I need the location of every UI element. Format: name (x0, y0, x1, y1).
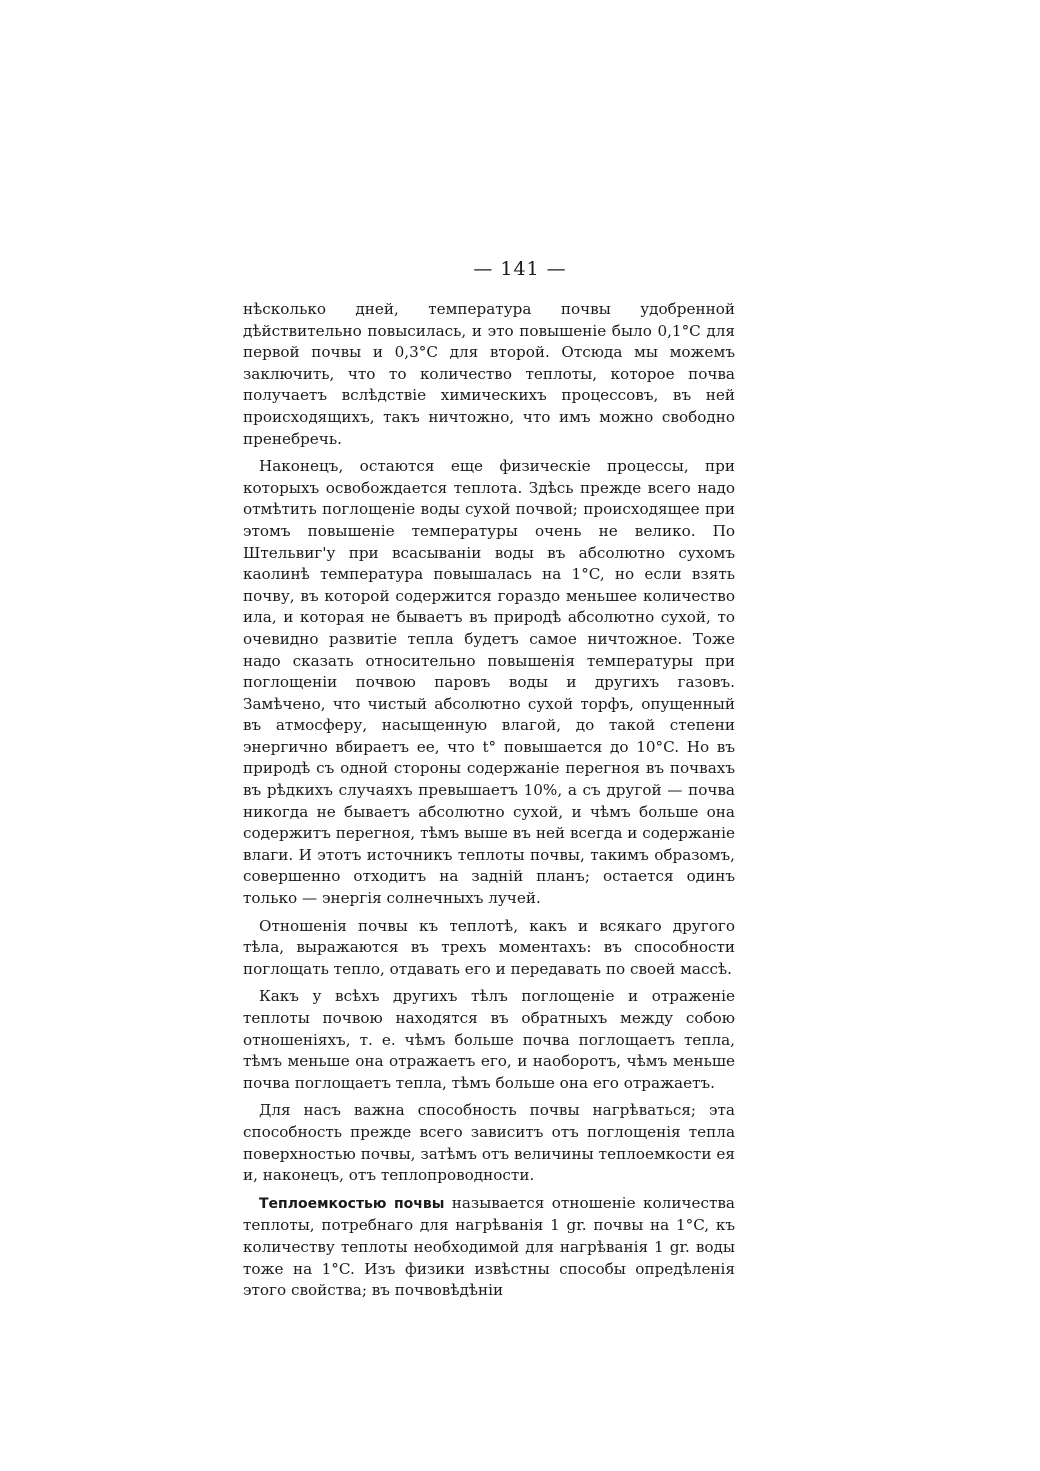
paragraph-5: Для насъ важна способность почвы нагрѣваться; эта способность прежде всего зависитъ отъ поглощенія тепла поверхностью почвы, затѣмъ отъ величины теплоемкости ея и, наконецъ, отъ теплопроводности. (243, 1101, 735, 1185)
paragraph-4: Какъ у всѣхъ другихъ тѣлъ поглощеніе и отраженіе теплоты почвою находятся въ обратныхъ между собою отношеніяхъ, т. е. чѣмъ больше почва поглощаетъ тепла, тѣмъ меньше она отражаетъ его, и наоборотъ, чѣмъ меньше почва поглощаетъ тепла, тѣмъ больше она его отражаетъ. (243, 987, 735, 1092)
body-text (243, 299, 735, 1308)
paragraph-1: нѣсколько дней, температура почвы удобренной дѣйствительно повысилась, и это повышеніе было 0,1°C для первой почвы и 0,3°C для второй. Отсюда мы можемъ заключить, что то количество теплоты, которое почва получаетъ вслѣдствіе химическихъ процессовъ, въ ней происходящихъ, такъ ничтожно, что имъ можно свободно пренебречь. (243, 300, 735, 448)
paragraph-2: Наконецъ, остаются еще физическіе процессы, при которыхъ освобождается теплота. Здѣсь прежде всего надо отмѣтить поглощеніе воды сухой почвой; происходящее при этомъ повышеніе температуры очень не велико. По Штельвиг'у при всасываніи воды въ абсолютно сухомъ каолинѣ температура повышалась на 1°C, но если взять почву, въ которой содержится гораздо меньшее количество ила, и которая не бываетъ въ природѣ абсолютно сухой, то очевидно развитіе тепла будетъ самое ничтожное. Тоже надо сказать относительно повышенія температуры при поглощеніи почвою паровъ воды и другихъ газовъ. Замѣчено, что чистый абсолютно сухой торфъ, опущенный въ атмосферу, насыщенную влагой, до такой степени энергично вбираетъ ее, что t° повышается до 10°C. Но въ природѣ съ одной стороны содержаніе перегноя въ почвахъ въ рѣдкихъ случаяхъ превышаетъ 10%, а съ другой — почва никогда не бываетъ абсолютно сухой, и чѣмъ больше она содержитъ перегноя, тѣмъ выше въ ней всегда и содержаніе влаги. И этотъ источникъ теплоты почвы, такимъ образомъ, совершенно отходитъ на заднiй планъ; остается одинъ только — энергія солнечныхъ лучей. (243, 457, 735, 908)
defined-term: Теплоемкостью почвы (259, 1195, 445, 1212)
paragraph-3: Отношенія почвы къ теплотѣ, какъ и всякаго другого тѣла, выражаются въ трехъ моментахъ: въ способности поглощать тепло, отдавать его и передавать по своей массѣ. (243, 916, 735, 978)
paragraph-6 (243, 1193, 735, 1302)
paragraph-6-text: называется отношеніе количества теплоты, потребнаго для нагрѣванія 1 gr. почвы на 1°C, къ количеству теплоты необходимой для нагрѣванія 1 gr. воды тоже на 1°C. Изъ физики извѣстны способы опредѣленія этого свойства; въ почвовѣдѣніи (243, 1193, 735, 1300)
page-number: — 141 — (473, 258, 567, 280)
